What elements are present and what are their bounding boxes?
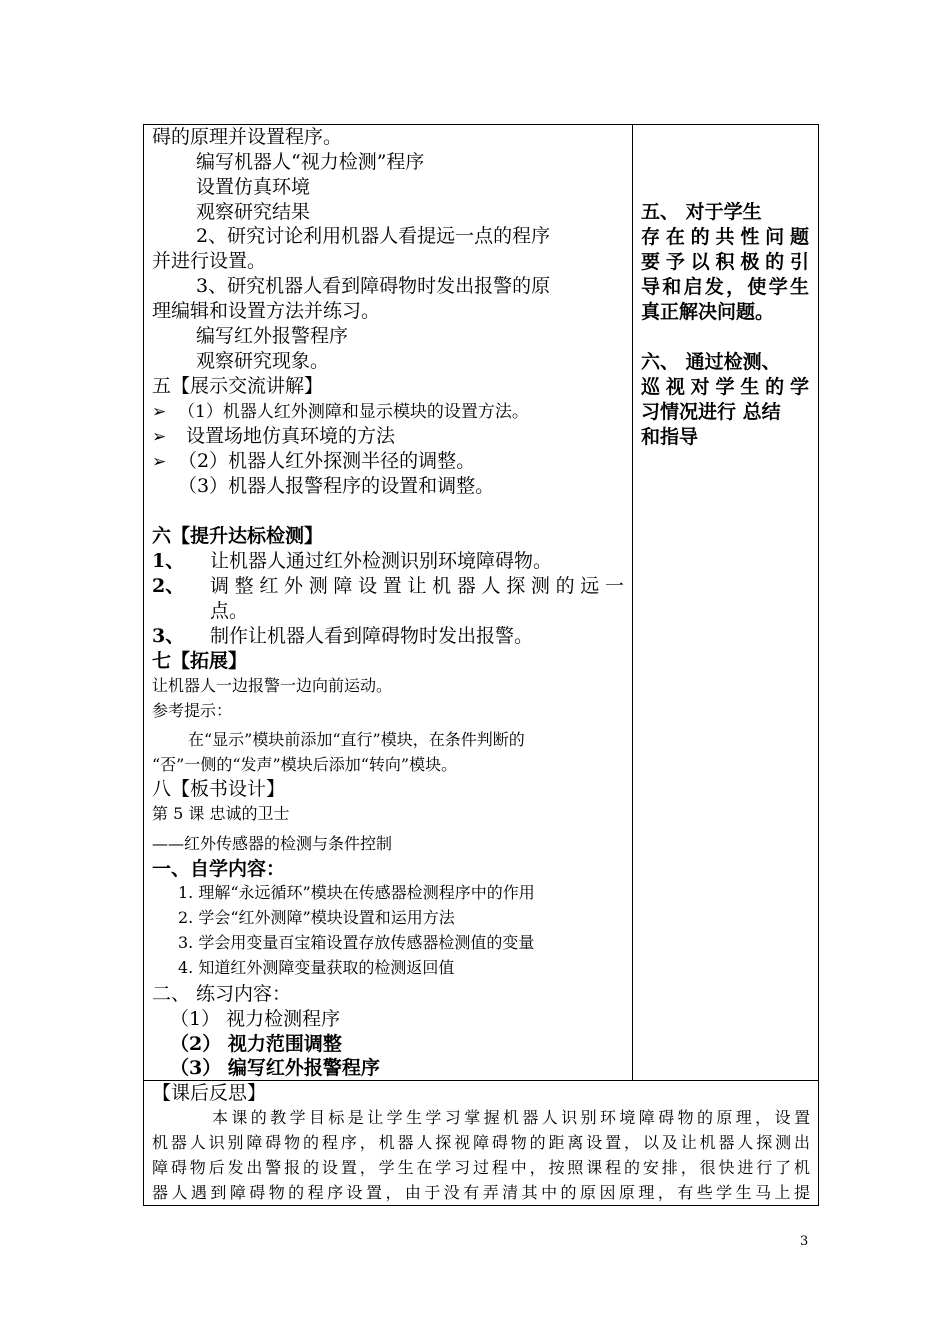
text-line: 编写机器人“视力检测”程序 <box>196 151 425 173</box>
row-divider <box>143 1080 819 1081</box>
board-item: 4. 知道红外测障变量获取的检测返回值 <box>178 958 455 977</box>
bullet-text: 设置场地仿真环境的方法 <box>186 425 396 447</box>
text-line: 观察研究现象。 <box>196 350 330 372</box>
text-line: 设置仿真环境 <box>196 176 311 198</box>
section-heading: 五【展示交流讲解】 <box>152 375 324 397</box>
text-line: 编写红外报警程序 <box>196 325 349 347</box>
item-number: 3、 <box>152 625 185 647</box>
note-line: 存在的共性问题 <box>641 226 809 248</box>
bullet-icon: ➢ <box>152 427 167 447</box>
note-line: 导和启发，使学生 <box>641 276 809 298</box>
bullet-text: （3）机器人报警程序的设置和调整。 <box>178 475 495 497</box>
item-text: 调整红外测障设置让机器人探测的远一 <box>210 575 624 597</box>
note-line: 真正解决问题。 <box>641 301 775 323</box>
text-line: 在“显示”模块前添加“直行”模块，在条件判断的 <box>188 730 525 749</box>
item-text: 制作让机器人看到障碍物时发出报警。 <box>210 625 534 647</box>
board-subtitle: ——红外传感器的检测与条件控制 <box>152 834 393 853</box>
practice-item: （3） 编写红外报警程序 <box>170 1057 380 1079</box>
section-heading: 七【拓展】 <box>152 650 248 672</box>
note-line: 和指导 <box>641 426 699 448</box>
bullet-icon: ➢ <box>152 402 167 422</box>
note-line: 五、 对于学生 <box>641 201 762 223</box>
note-line: 习情况进行 总结 <box>641 401 781 423</box>
note-line: 要予以积极的引 <box>641 251 809 273</box>
reflection-line: 器人遇到障碍物的程序设置，由于没有弄清其中的原因原理，有些学生马上提 <box>152 1183 810 1202</box>
reflection-line: 机器人识别障碍物的程序，机器人探视障碍物的距离设置，以及让机器人探测出 <box>152 1133 810 1152</box>
bullet-icon: ➢ <box>152 452 167 472</box>
item-number: 1、 <box>152 550 185 572</box>
item-text: 让机器人通过红外检测识别环境障碍物。 <box>210 550 553 572</box>
item-number: 2、 <box>152 575 185 597</box>
practice-item: （2） 视力范围调整 <box>170 1033 342 1055</box>
text-line: 让机器人一边报警一边向前运动。 <box>152 676 393 695</box>
bullet-text: （1）机器人红外测障和显示模块的设置方法。 <box>178 402 529 422</box>
text-line: 2、研究讨论利用机器人看提远一点的程序 <box>196 225 551 247</box>
note-line: 六、 通过检测、 <box>641 351 781 373</box>
reflection-title: 【课后反思】 <box>152 1082 267 1104</box>
board-title: 第 5 课 忠诚的卫士 <box>152 804 290 823</box>
text-line: 3、研究机器人看到障碍物时发出报警的原 <box>196 275 551 297</box>
text-line: 碍的原理并设置程序。 <box>152 126 343 148</box>
reflection-line: 障碍物后发出警报的设置，学生在学习过程中，按照课程的安排，很快进行了机 <box>152 1158 810 1177</box>
column-divider <box>632 124 633 1080</box>
text-line: 参考提示： <box>152 701 233 720</box>
note-line: 巡视对学生的学 <box>641 376 809 398</box>
text-line: 理编辑和设置方法并练习。 <box>152 300 381 322</box>
board-item: 3. 学会用变量百宝箱设置存放传感器检测值的变量 <box>178 933 535 952</box>
board-item: 2. 学会“红外测障”模块设置和运用方法 <box>178 908 455 927</box>
section-heading: 八【板书设计】 <box>152 778 286 800</box>
text-line: 观察研究结果 <box>196 201 311 223</box>
bullet-text: （2）机器人红外探测半径的调整。 <box>178 450 476 472</box>
board-heading: 二、 练习内容： <box>152 983 292 1005</box>
text-line: “否”一侧的“发声”模块后添加“转向”模块。 <box>152 755 458 774</box>
practice-item: （1） 视力检测程序 <box>170 1008 341 1030</box>
text-line: 并进行设置。 <box>152 250 267 272</box>
page-number: 3 <box>800 1234 809 1249</box>
board-item: 1. 理解“永远循环”模块在传感器检测程序中的作用 <box>178 883 535 902</box>
reflection-line: 本课的教学目标是让学生学习掌握机器人识别环境障碍物的原理，设置 <box>212 1108 810 1127</box>
item-text: 点。 <box>210 600 249 622</box>
board-heading: 一、自学内容： <box>152 858 286 880</box>
section-heading: 六【提升达标检测】 <box>152 525 324 547</box>
